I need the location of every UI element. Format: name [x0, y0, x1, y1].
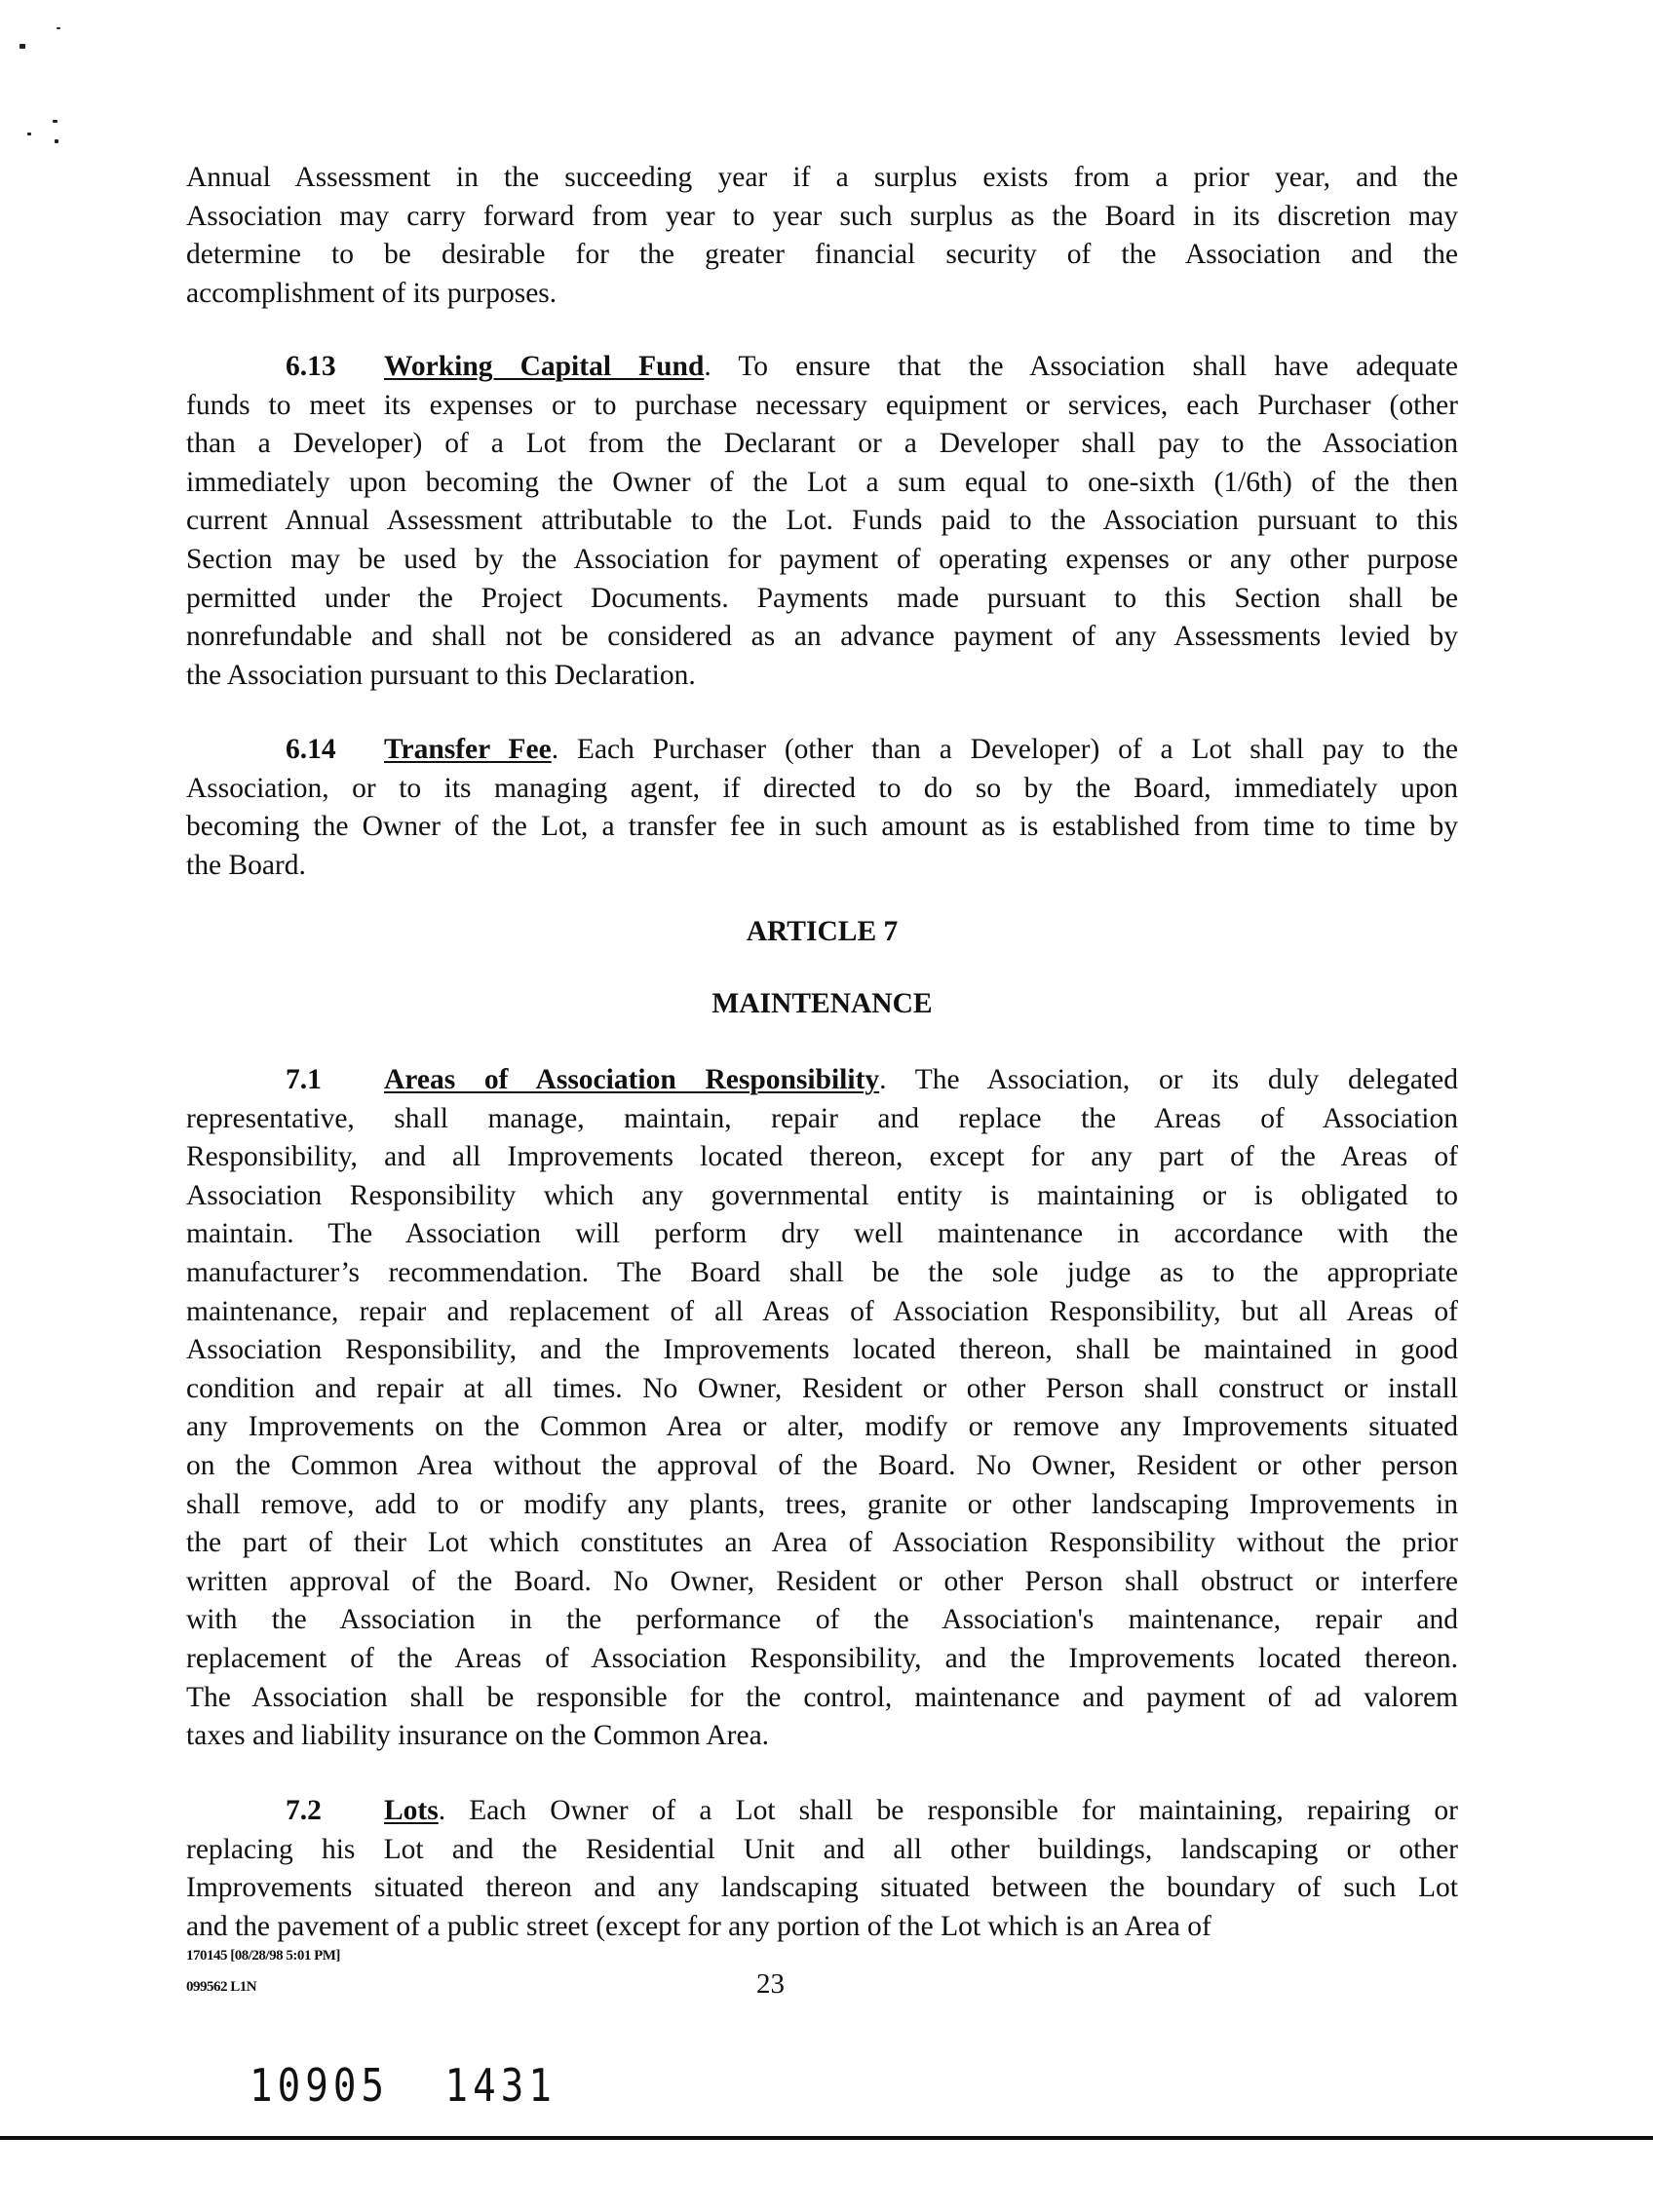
section-heading: Transfer Fee	[384, 734, 552, 765]
footer-file-id: 099562 L1N	[186, 1979, 257, 1995]
section-7-2	[186, 1792, 1458, 1946]
section-7-1	[186, 1061, 1458, 1756]
text-line: The Association shall be responsible for the control, maintenance and payment of ad valorem	[186, 1681, 1458, 1713]
text-line: determine to be desirable for the greater financial security of the Association and the	[186, 239, 1458, 271]
text-line: with the Association in the performance of the Association's maintenance, repair and	[186, 1604, 1458, 1636]
text-line: Annual Assessment in the succeeding year if a surplus exists from a prior year, and the	[186, 162, 1458, 193]
section-heading: Areas of Association Responsibility	[384, 1064, 880, 1095]
recording-stamp: 10905 1431	[250, 2059, 557, 2112]
section-first-line	[186, 348, 1458, 387]
footer-doc-id: 170145 [08/28/98 5:01 PM]	[186, 1948, 340, 1964]
scan-speck	[57, 27, 60, 29]
text-line: representative, shall manage, maintain, repair and replace the Areas of Association	[186, 1102, 1458, 1134]
text-line: condition and repair at all times. No Owner, Resident or other Person shall construct or install	[186, 1372, 1458, 1404]
text-line: the part of their Lot which constitutes an Area of Association Responsibility without the prior	[186, 1527, 1458, 1559]
text-line: on the Common Area without the approval of the Board. No Owner, Resident or other person	[186, 1449, 1458, 1481]
text-line: Responsibility, and all Improvements located thereon, except for any part of the Areas of	[186, 1141, 1458, 1173]
page-number: 23	[756, 1968, 785, 2000]
text-line: Association Responsibility, and the Improvements located thereon, shall be maintained in good	[186, 1334, 1458, 1366]
text-line: funds to meet its expenses or to purchase necessary equipment or services, each Purchaser (other	[186, 389, 1458, 421]
scan-speck	[27, 133, 31, 135]
section-number: 7.1	[286, 1064, 322, 1095]
text-line: accomplishment of its purposes.	[186, 277, 557, 309]
section-number: 6.14	[286, 734, 336, 765]
section-heading: Lots	[384, 1795, 439, 1826]
text-line: current Annual Assessment attributable to the Lot. Funds paid to the Association pursuant to this	[186, 505, 1458, 537]
text-line: replacement of the Areas of Association Responsibility, and the Improvements located thereon.	[186, 1642, 1458, 1674]
section-number: 7.2	[286, 1795, 322, 1826]
bottom-rule	[0, 2136, 1653, 2140]
section-6-13	[186, 348, 1458, 695]
text-line: shall remove, add to or modify any plants, trees, granite or other landscaping Improvements in	[186, 1488, 1458, 1520]
text-line: maintenance, repair and replacement of all Areas of Association Responsibility, but all Areas of	[186, 1295, 1458, 1327]
article-title: ARTICLE 7	[746, 916, 899, 947]
section-text: . Each Owner of a Lot shall be responsible for maintaining, repairing or	[438, 1795, 1458, 1826]
text-line: Association may carry forward from year to year such surplus as the Board in its discretion may	[186, 200, 1458, 232]
text-line: than a Developer) of a Lot from the Declarant or a Developer shall pay to the Association	[186, 428, 1458, 460]
scan-speck	[19, 44, 25, 49]
text-line: maintain. The Association will perform dry well maintenance in accordance with the	[186, 1218, 1458, 1250]
section-6-14	[186, 731, 1458, 885]
text-line: and the pavement of a public street (except for any portion of the Lot which is an Area of	[186, 1910, 1211, 1942]
text-line: replacing his Lot and the Residential Unit and all other buildings, landscaping or other	[186, 1833, 1458, 1865]
text-line: permitted under the Project Documents. Payments made pursuant to this Section shall be	[186, 582, 1458, 614]
text-line: manufacturer’s recommendation. The Board shall be the sole judge as to the appropriate	[186, 1256, 1458, 1288]
section-heading: Working Capital Fund	[384, 351, 705, 382]
section-first-line	[186, 1061, 1458, 1100]
section-number: 6.13	[286, 351, 336, 382]
section-first-line	[186, 731, 1458, 770]
text-line: any Improvements on the Common Area or alter, modify or remove any Improvements situated	[186, 1411, 1458, 1443]
text-line: immediately upon becoming the Owner of the Lot a sum equal to one-sixth (1/6th) of the then	[186, 466, 1458, 498]
article-subtitle: MAINTENANCE	[711, 988, 933, 1019]
section-text: . The Association, or its duly delegated	[879, 1064, 1458, 1095]
text-line: taxes and liability insurance on the Common Area.	[186, 1720, 770, 1752]
section-text: . To ensure that the Association shall have adequate	[704, 351, 1459, 382]
text-line: Association Responsibility which any governmental entity is maintaining or is obligated to	[186, 1179, 1458, 1211]
scan-speck	[53, 120, 58, 123]
text-line: nonrefundable and shall not be considered as an advance payment of any Assessments levied by	[186, 621, 1458, 653]
scan-speck	[55, 139, 58, 143]
section-text: . Each Purchaser (other than a Developer) of a Lot shall pay to the	[551, 734, 1458, 765]
text-line: the Board.	[186, 849, 306, 881]
text-line: the Association pursuant to this Declaration.	[186, 659, 696, 691]
text-line: becoming the Owner of the Lot, a transfer fee in such amount as is established from time to time by	[186, 811, 1458, 843]
text-line: Association, or to its managing agent, if directed to do so by the Board, immediately upon	[186, 772, 1458, 804]
text-line: Improvements situated thereon and any landscaping situated between the boundary of such Lot	[186, 1872, 1458, 1904]
section-first-line	[186, 1792, 1458, 1831]
paragraph-intro	[186, 159, 1458, 313]
text-line: Section may be used by the Association for payment of operating expenses or any other purpose	[186, 543, 1458, 575]
text-line: written approval of the Board. No Owner, Resident or other Person shall obstruct or interfere	[186, 1565, 1458, 1597]
